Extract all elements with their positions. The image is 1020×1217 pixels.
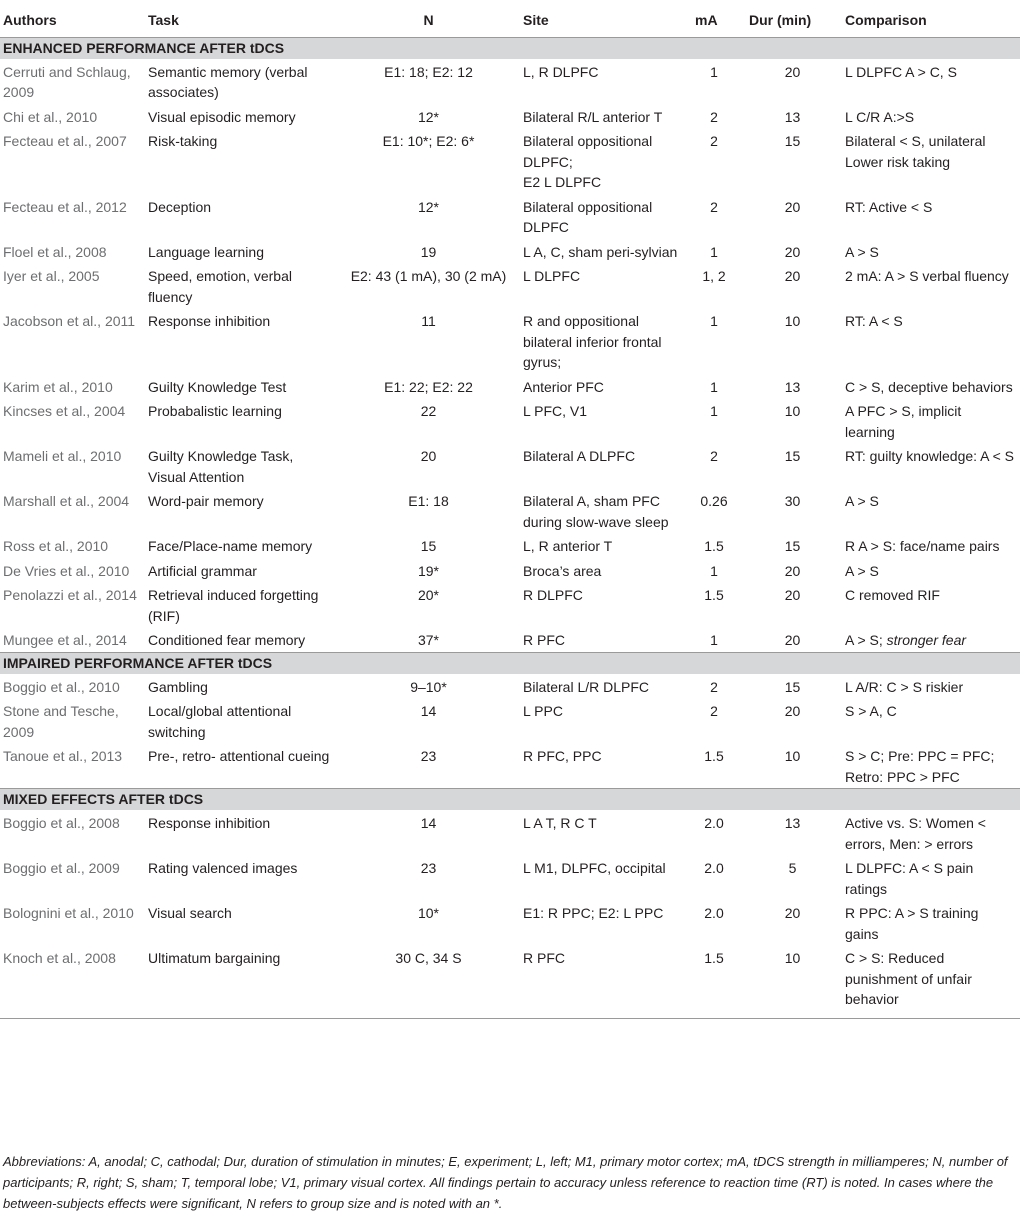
comparison-cell: RT: Active < S [845, 198, 933, 215]
author-cell: Mameli et al., 2010 [3, 448, 122, 464]
n-cell: 10* [417, 905, 440, 921]
n-cell: 12* [417, 108, 440, 125]
duration-cell: 5 [788, 860, 797, 876]
section-title: ENHANCED PERFORMANCE AFTER tDCS [0, 37, 1020, 59]
task-cell: Semantic memory (verbal associates) [148, 63, 308, 100]
site-cell: Bilateral A DLPFC [523, 448, 636, 464]
table-row [0, 443, 1020, 488]
comparison-cell [842, 627, 1020, 652]
table-row [0, 194, 1020, 239]
table-row [0, 263, 1020, 308]
author-cell: Floel et al., 2008 [3, 243, 107, 260]
ma-cell: 2 [710, 678, 718, 695]
site-cell: R PFC, PPC [523, 748, 602, 764]
duration-cell: 20 [784, 562, 801, 579]
table-row [0, 374, 1020, 399]
comparison-cell: Active vs. S: Women < errors, Men: > errors [845, 815, 986, 852]
comparison-cell: A > S [845, 562, 879, 579]
author-cell: Mungee et al., 2014 [3, 632, 127, 648]
table-row [0, 698, 1020, 743]
task-cell: Deception [148, 198, 212, 215]
author-cell: Fecteau et al., 2007 [3, 133, 127, 149]
comparison-cell: A PFC > S, implicit learning [845, 403, 962, 440]
ma-cell: 2 [710, 448, 718, 464]
author-cell: Boggio et al., 2010 [3, 678, 120, 695]
ma-cell: 1 [710, 632, 718, 648]
site-cell: L M1, DLPFC, occipital [523, 860, 666, 876]
n-cell: E1: 10*; E2: 6* [382, 133, 475, 149]
table-header [0, 0, 1020, 37]
author-cell: Ross et al., 2010 [3, 538, 109, 554]
n-cell: E2: 43 (1 mA), 30 (2 mA) [350, 268, 507, 284]
duration-cell: 15 [784, 448, 801, 464]
author-cell: Iyer et al., 2005 [3, 268, 100, 284]
author-cell: Boggio et al., 2009 [3, 860, 120, 876]
duration-cell: 13 [784, 108, 801, 125]
comparison-cell: L C/R A:>S [845, 108, 915, 125]
n-cell: 9–10* [410, 678, 447, 695]
n-cell: E1: 22; E2: 22 [384, 378, 473, 395]
comparison-emphasis: stronger fear [886, 632, 967, 648]
duration-cell: 20 [784, 268, 801, 284]
task-cell: Response inhibition [148, 815, 271, 831]
table-row [0, 582, 1020, 627]
comparison-cell: C > S: Reduced punishment of unfair behavior [842, 945, 1020, 1018]
duration-cell: 10 [784, 403, 801, 419]
duration-cell: 10 [784, 748, 801, 764]
task-cell: Visual search [148, 905, 232, 921]
site-cell: Bilateral oppositional DLPFC; E2 L DLPFC [523, 133, 653, 190]
table-row [0, 104, 1020, 129]
n-cell: 20* [417, 587, 440, 603]
n-cell: 12* [417, 198, 440, 215]
author-cell: Kincses et al., 2004 [3, 403, 126, 419]
ma-cell: 2 [710, 703, 718, 719]
n-cell: 15 [420, 538, 437, 554]
column-header-n: N [423, 12, 434, 28]
comparison-cell: C removed RIF [845, 587, 940, 603]
comparison-cell: Bilateral < S, unilateral Lower risk taking [845, 133, 986, 170]
ma-cell: 2 [710, 108, 718, 125]
task-cell: Artificial grammar [148, 562, 257, 579]
ma-cell: 1.5 [692, 945, 746, 1018]
duration-cell: 30 [784, 493, 801, 509]
n-cell: 19 [420, 243, 437, 260]
n-cell: 11 [421, 313, 436, 329]
task-cell: Retrieval induced forgetting (RIF) [148, 587, 319, 624]
ma-cell: 1.5 [704, 538, 724, 554]
table-row [0, 398, 1020, 443]
comparison-cell: L DLPFC A > C, S [845, 63, 957, 80]
table-row [0, 308, 1020, 374]
task-cell: Guilty Knowledge Test [148, 378, 287, 395]
comparison-cell: L DLPFC: A < S pain ratings [845, 860, 974, 897]
table-footnote: Abbreviations: A, anodal; C, cathodal; Dur, duration of stimulation in minutes; E, experiment; L, left; M1, primary motor cortex; mA, tDCS strength in milliamperes; N, number of participants; R, right; S, sham; T, temporal lobe; V1, primary visual cortex. All findings pertain to accuracy unless reference to reaction time (RT) is noted. In cases where the between-subjects effects were significant, N refers to group size and is noted with an *. [3, 1154, 1008, 1211]
site-cell: L PFC, V1 [523, 403, 588, 419]
n-cell: 23 [420, 748, 437, 764]
site-cell: L, R DLPFC [523, 63, 599, 80]
ma-cell: 2 [710, 198, 718, 215]
comparison-cell: A > S [845, 493, 879, 509]
site-cell: Bilateral L/R DLPFC [523, 678, 650, 695]
duration-cell: 20 [784, 243, 801, 260]
author-cell: Tanoue et al., 2013 [3, 748, 123, 764]
task-cell: Visual episodic memory [148, 108, 296, 125]
task-cell: Rating valenced images [148, 860, 298, 876]
duration-cell: 15 [784, 678, 801, 695]
table-body [0, 37, 1020, 1018]
ma-cell: 2.0 [704, 905, 724, 921]
author-cell: Jacobson et al., 2011 [3, 313, 136, 329]
site-cell: R PFC [523, 632, 565, 648]
site-cell: L DLPFC [523, 268, 581, 284]
n-cell: 19* [417, 562, 440, 579]
column-header-comparison: Comparison [845, 12, 927, 28]
author-cell: Marshall et al., 2004 [3, 493, 130, 509]
task-cell: Response inhibition [148, 313, 271, 329]
ma-cell: 1.5 [704, 748, 724, 764]
ma-cell: 1 [710, 243, 718, 260]
ma-cell: 2.0 [704, 860, 724, 876]
duration-cell: 15 [784, 538, 801, 554]
n-cell: 22 [420, 403, 437, 419]
task-cell: Face/Place-name memory [148, 538, 313, 554]
comparison-cell: R PPC: A > S training gains [845, 905, 979, 942]
duration-cell: 20 [784, 63, 801, 80]
table-row [0, 855, 1020, 900]
section-header-row [0, 652, 1020, 674]
ma-cell: 1, 2 [702, 268, 726, 284]
task-cell: Speed, emotion, verbal fluency [148, 268, 292, 305]
author-cell: De Vries et al., 2010 [3, 562, 130, 579]
table-row [0, 743, 1020, 789]
duration-cell: 13 [784, 378, 801, 395]
ma-cell: 1 [710, 562, 718, 579]
author-cell: Stone and Tesche, 2009 [3, 703, 119, 740]
author-cell: Cerruti and Schlaug, 2009 [3, 63, 131, 100]
table-row [0, 533, 1020, 558]
site-cell: L, R anterior T [523, 538, 613, 554]
author-cell: Penolazzi et al., 2014 [3, 587, 137, 603]
table-row [0, 558, 1020, 583]
task-cell: Word-pair memory [148, 493, 264, 509]
site-cell: L A, C, sham peri-sylvian [523, 243, 678, 260]
ma-cell: 1 [710, 378, 718, 395]
author-cell: Boggio et al., 2008 [3, 815, 120, 831]
task-cell: Conditioned fear memory [148, 632, 306, 648]
author-cell: Knoch et al., 2008 [0, 945, 145, 1018]
author-cell: Fecteau et al., 2012 [3, 198, 127, 215]
n-cell: 14 [420, 815, 437, 831]
duration-cell: 20 [784, 703, 801, 719]
site-cell: Anterior PFC [523, 378, 604, 395]
task-cell: Gambling [148, 678, 208, 695]
table-row [0, 900, 1020, 945]
ma-cell: 2 [710, 133, 718, 149]
comparison-text: A > S; [845, 632, 887, 648]
table-row [0, 128, 1020, 194]
section-header-row [0, 37, 1020, 59]
n-cell: 14 [420, 703, 437, 719]
column-header-site: Site [523, 12, 549, 28]
duration-cell: 13 [784, 815, 801, 831]
n-cell: 23 [420, 860, 437, 876]
comparison-cell: S > A, C [845, 703, 897, 719]
ma-cell: 2.0 [704, 815, 724, 831]
column-header-dur: Dur (min) [749, 12, 812, 28]
section-header-row [0, 789, 1020, 811]
n-cell: 37* [417, 632, 440, 648]
author-cell: Karim et al., 2010 [3, 378, 113, 395]
site-cell: R PFC [520, 945, 692, 1018]
n-cell: 30 C, 34 S [340, 945, 520, 1018]
site-cell: R and oppositional bilateral inferior frontal gyrus; [523, 313, 662, 370]
ma-cell: 0.26 [700, 493, 728, 509]
table-row [0, 810, 1020, 855]
author-cell: Bolognini et al., 2010 [3, 905, 134, 921]
ma-cell: 1 [710, 403, 718, 419]
task-cell: Guilty Knowledge Task, Visual Attention [148, 448, 294, 485]
column-header-ma: mA [695, 12, 718, 28]
ma-cell: 1 [710, 63, 718, 80]
n-cell: 20 [420, 448, 437, 464]
table-row [0, 945, 1020, 1018]
duration-cell: 10 [746, 945, 842, 1018]
comparison-cell: L A/R: C > S riskier [845, 678, 964, 695]
comparison-cell: C > S, deceptive behaviors [845, 378, 1013, 395]
duration-cell: 20 [784, 587, 801, 603]
task-cell: Local/global attentional switching [148, 703, 292, 740]
section-title: IMPAIRED PERFORMANCE AFTER tDCS [0, 652, 1020, 674]
n-cell: E1: 18 [408, 493, 449, 509]
ma-cell: 1 [710, 313, 718, 329]
task-cell: Ultimatum bargaining [145, 945, 340, 1018]
section-title: MIXED EFFECTS AFTER tDCS [0, 789, 1020, 811]
comparison-cell: 2 mA: A > S verbal fluency [845, 268, 1009, 284]
comparison-cell: S > C; Pre: PPC = PFC; Retro: PPC > PFC [845, 748, 995, 785]
ma-cell: 1.5 [704, 587, 724, 603]
n-cell: E1: 18; E2: 12 [384, 63, 473, 80]
site-cell: Bilateral oppositional DLPFC [523, 198, 653, 235]
site-cell: Bilateral A, sham PFC during slow-wave sleep [523, 493, 669, 530]
site-cell: L A T, R C T [523, 815, 597, 831]
site-cell: Bilateral R/L anterior T [523, 108, 663, 125]
duration-cell: 15 [784, 133, 801, 149]
site-cell: E1: R PPC; E2: L PPC [523, 905, 664, 921]
task-cell: Pre-, retro- attentional cueing [148, 748, 330, 764]
task-cell: Risk-taking [148, 133, 218, 149]
column-header-authors: Authors [3, 12, 57, 28]
comparison-cell: A > S [845, 243, 879, 260]
author-cell: Chi et al., 2010 [3, 108, 98, 125]
table-row [0, 627, 1020, 652]
task-cell: Probabalistic learning [148, 403, 282, 419]
column-header-task: Task [148, 12, 179, 28]
comparison-cell: RT: A < S [845, 313, 903, 329]
site-cell: Broca’s area [523, 562, 602, 579]
duration-cell: 20 [784, 905, 801, 921]
table-row [0, 239, 1020, 264]
comparison-cell: RT: guilty knowledge: A < S [845, 448, 1015, 464]
duration-cell: 10 [784, 313, 801, 329]
duration-cell: 20 [784, 632, 801, 648]
table-row [0, 488, 1020, 533]
table-row [0, 59, 1020, 104]
site-cell: R DLPFC [523, 587, 583, 603]
table-row [0, 674, 1020, 699]
task-cell: Language learning [148, 243, 264, 260]
site-cell: L PPC [523, 703, 563, 719]
comparison-cell: R A > S: face/name pairs [845, 538, 1000, 554]
duration-cell: 20 [784, 198, 801, 215]
